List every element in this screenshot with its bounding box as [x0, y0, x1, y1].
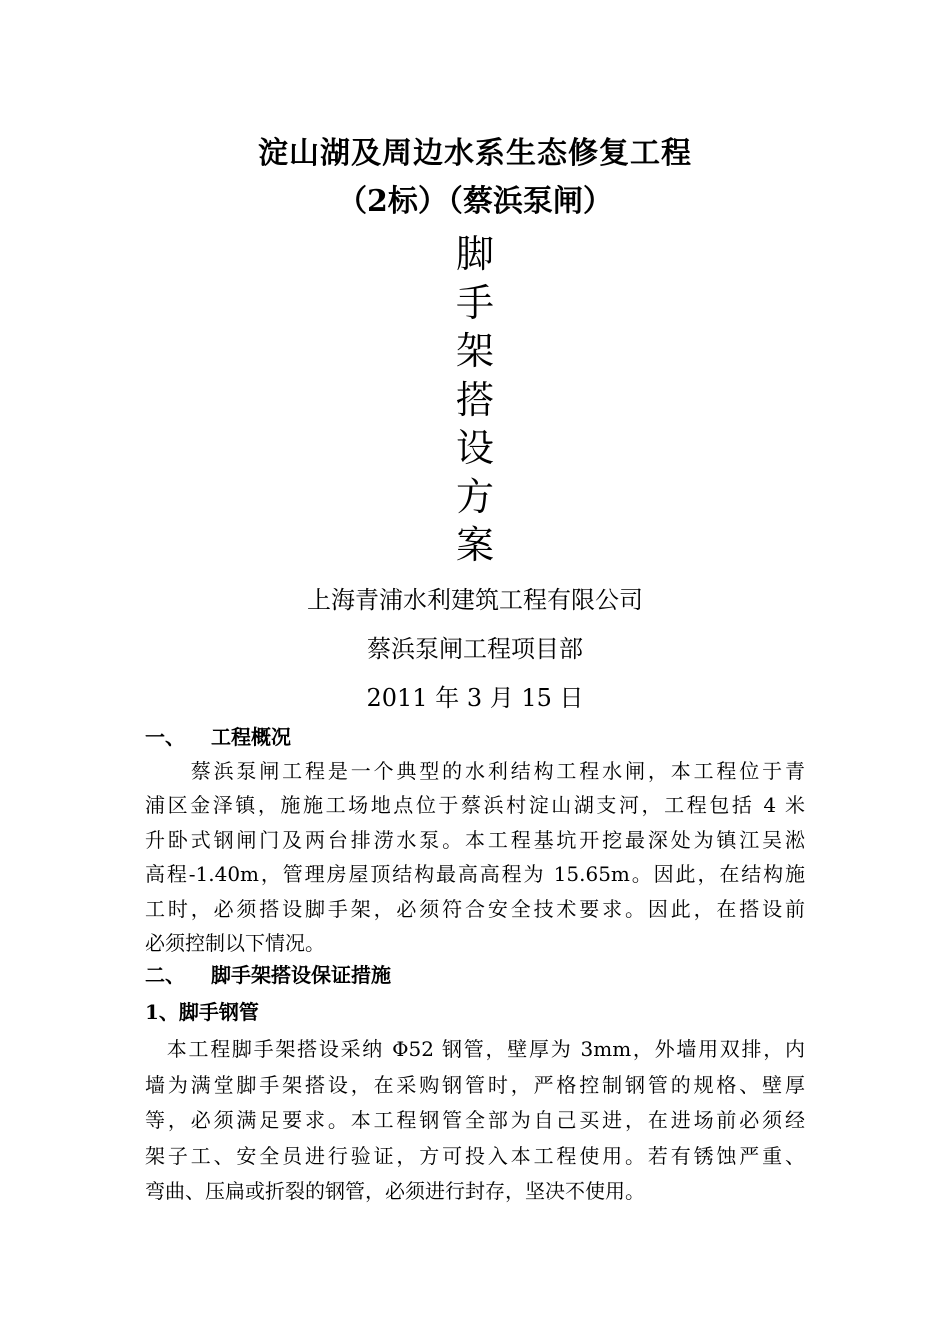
section-number: 一、	[145, 725, 185, 749]
company-name: 上海青浦水利建筑工程有限公司	[307, 586, 643, 614]
vertical-title	[425, 230, 525, 570]
paragraph-line: 工时，必须搭设脚手架，必须符合安全技术要求。因此，在搭设前	[145, 896, 805, 921]
section-heading	[145, 960, 391, 990]
paragraph-line: 本工程脚手架搭设采纳 Φ52 钢管，壁厚为 3mm，外墙用双排，内	[145, 1037, 805, 1061]
department-name: 蔡浜泵闸工程项目部	[367, 635, 583, 663]
paragraph-line: 升卧式钢闸门及两台排涝水泵。本工程基坑开挖最深处为镇江吴淞	[145, 827, 805, 852]
section-title: 工程概况	[211, 725, 291, 749]
paragraph	[145, 1032, 805, 1210]
paragraph-line: 墙为满堂脚手架搭设，在采购钢管时，严格控制钢管的规格、壁厚	[145, 1072, 805, 1097]
paragraph-line: 蔡浜泵闸工程是一个典型的水利结构工程水闸，本工程位于青	[145, 759, 805, 783]
section-title: 脚手架搭设保证措施	[211, 963, 391, 987]
subsection-heading: 1、脚手钢管	[145, 1000, 259, 1024]
document-title: 淀山湖及周边水系生态修复工程	[258, 136, 692, 171]
paragraph	[145, 754, 805, 960]
paragraph-line: 必须控制以下情况。	[145, 930, 325, 955]
vertical-title-char: 脚	[455, 232, 494, 276]
paragraph-line: 架子工、安全员进行验证，方可投入本工程使用。若有锈蚀严重、	[145, 1143, 805, 1168]
vertical-title-char: 设	[455, 426, 494, 470]
vertical-title-char: 手	[455, 280, 494, 325]
paragraph-line: 等，必须满足要求。本工程钢管全部为自己买进，在进场前必须经	[145, 1108, 805, 1133]
vertical-title-char: 架	[455, 329, 494, 373]
paragraph-line: 高程-1.40m，管理房屋顶结构最高高程为 15.65m。因此，在结构施	[145, 862, 805, 887]
paragraph-line: 浦区金泽镇，施施工场地点位于蔡浜村淀山湖支河，工程包括 4 米	[145, 793, 805, 818]
document-subtitle: （2标）（蔡浜泵闸）	[337, 184, 613, 219]
paragraph-line: 弯曲、压扁或折裂的钢管，必须进行封存，坚决不使用。	[145, 1179, 645, 1204]
section-number: 二、	[145, 963, 185, 987]
vertical-title-char: 方	[455, 474, 494, 519]
vertical-title-char: 搭	[455, 377, 494, 422]
section-heading	[145, 722, 291, 752]
document-date: 2011 年 3 月 15 日	[366, 684, 584, 712]
vertical-title-char: 案	[455, 523, 494, 567]
